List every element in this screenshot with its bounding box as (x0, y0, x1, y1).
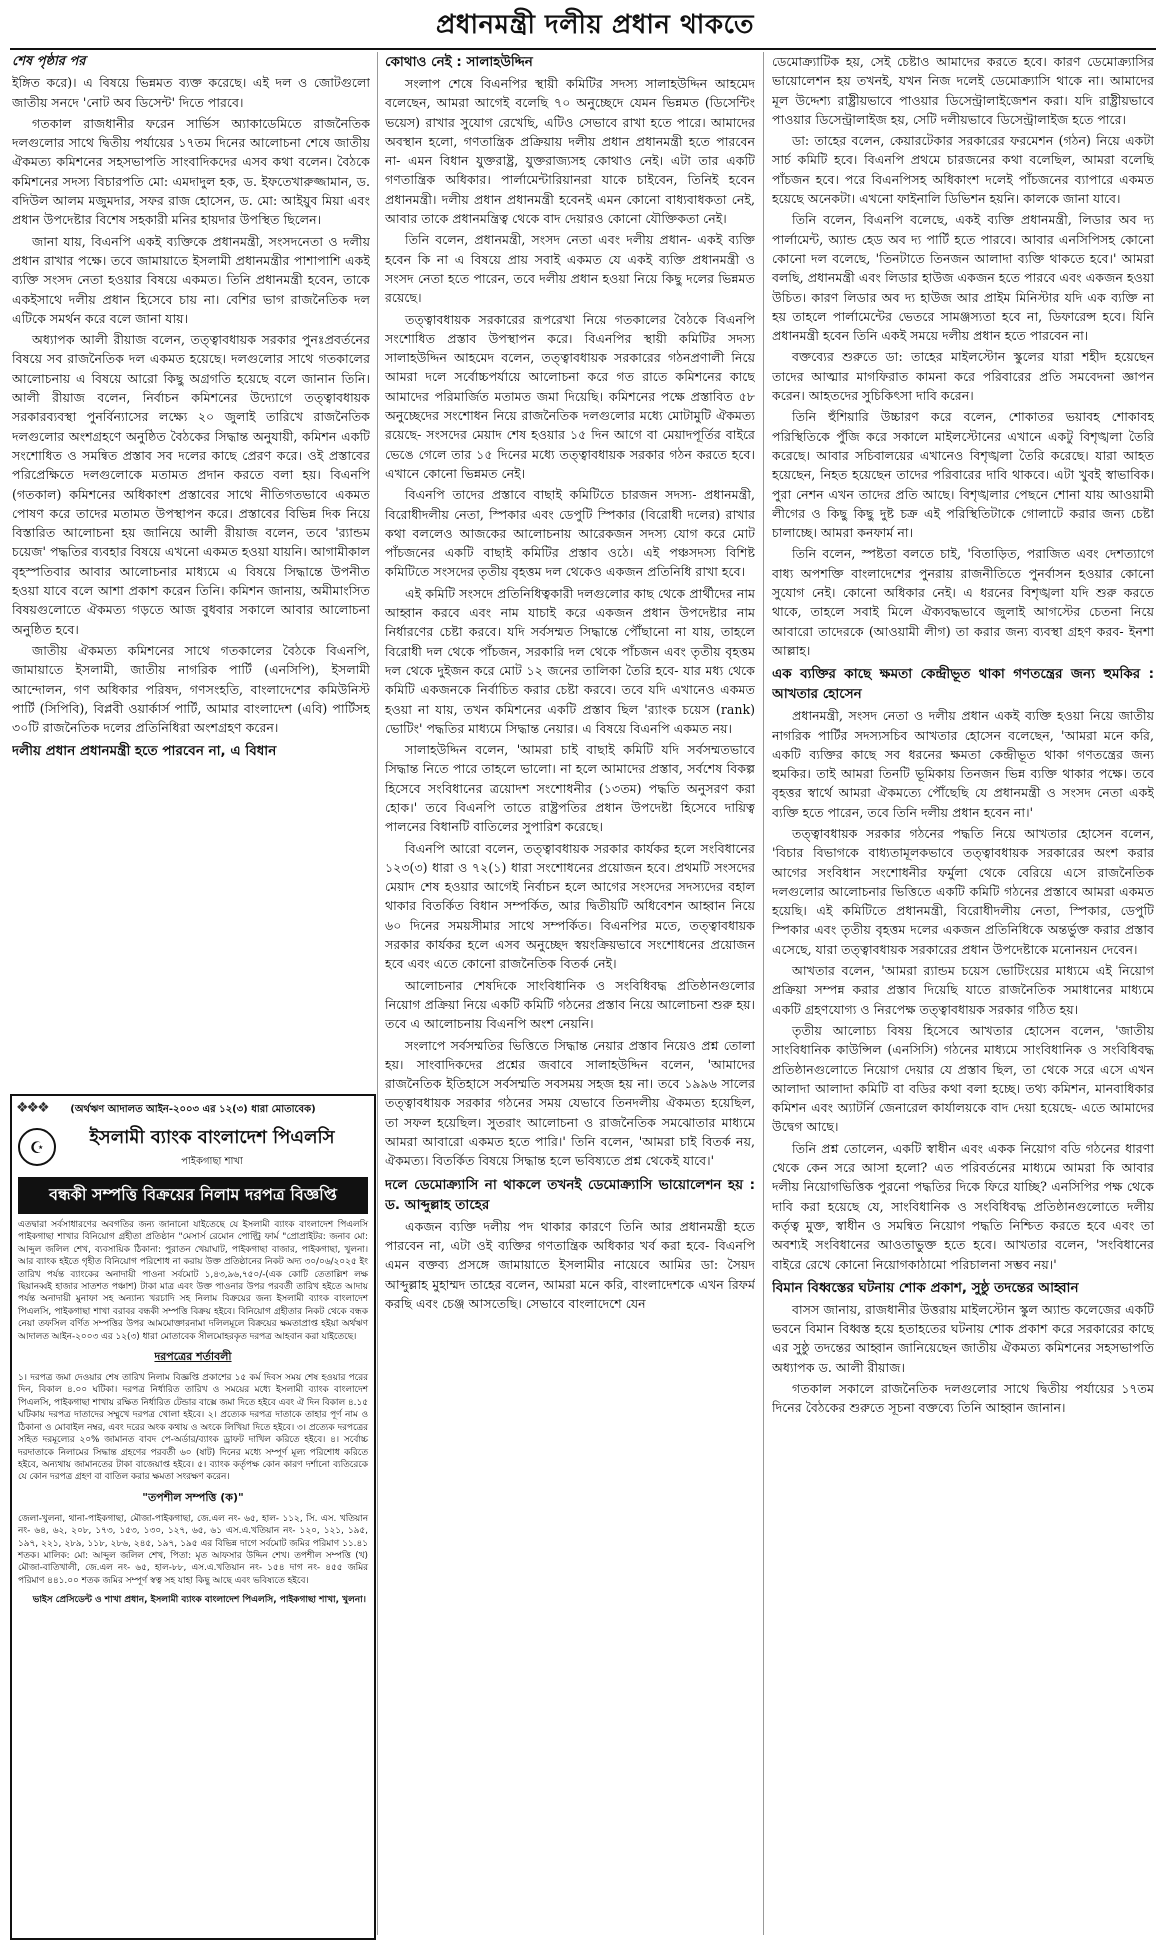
column-divider (377, 52, 378, 1935)
article-paragraph: তিনি বলেন, স্পষ্টতা বলতে চাই, 'বিতাড়িত, পরাজিত এবং দেশত্যাগে বাধ্য অপশক্তি বাংলাদেশের পুনরায় রাজনীতিতে পুনর্বাসন হওয়ার কোনো সুযোগ নেই। কোনো অধিকার নেই। এ ধরনের বিশৃঙ্খলা যদি শুরু করতে থাকে, তাহলে সবাই মিলে ঐক্যবদ্ধভাবে জুলাই আগস্টের চেতনা নিয়ে আবারো তাদেরকে (আওয়ামী লীগ) তা করার জন্য ব্যবস্থা গ্রহণ করব- ইনশা আল্লাহ। (772, 546, 1154, 658)
article-paragraph: সালাহউদ্দিন বলেন, 'আমরা চাই বাছাই কমিটি যদি সর্বসম্মতভাবে সিদ্ধান্ত নিতে পারে তাহলে ভালো। না হলে আমাদের প্রস্তাব, সর্বশেষ বিকল্প হিসেবে সংবিধানের ত্রয়োদশ সংশোধনীর (১৩তম) পদ্ধতি অনুসরণ করা হোক।' তবে বিএনপি তাতে রাষ্ট্রপতির প্রধান উপদেষ্টা হিসেবে দায়িত্ব পালনের বিধানটি বাতিলের সুপারিশ করেছে। (385, 742, 755, 835)
article-paragraph: তিনি হুঁশিয়ারি উচ্চারণ করে বলেন, শোকাতর ভয়াবহ শোকাবহ পরিস্থিতিকে পুঁজি করে সকালে মাইলস্টোনের এখানে একটু বিশৃঙ্খলা তৈরি করেছে। আবার সচিবালয়ের এখানেও বিশৃঙ্খলা তৈরি করেছে। যারা আহত হয়েছেন, নিহত হয়েছেন তাদের পরিবারের দাবি থাকবে। এটা খুবই স্বাভাবিক। পুরা নেশন এখন তাদের প্রতি আছে। বিশৃঙ্খলার পেছনে শোনা যায় আওয়ামী লীগের ও কিছু কিছু দুষ্ট চক্র এই পরিস্থিতিটাকে গোলাটে করার জন্য চেষ্টা চালাচ্ছে। আমরা কনফার্ম না। (772, 409, 1154, 541)
article-paragraph: বাসস জানায়, রাজধানীর উত্তরায় মাইলস্টোন স্কুল অ্যান্ড কলেজের একটি ভবনে বিমান বিধ্বস্ত হয়ে হতাহতের ঘটনায় শোক প্রকাশ করে সরকারের কাছে এর সুষ্ঠু তদন্তের আহ্বান জানিয়েছেন জাতীয় ঐকমত্য কমিশনের সহসভাপতি অধ্যাপক ড. আলী রীয়াজ। (772, 1301, 1154, 1375)
article-paragraph: জানা যায়, বিএনপি একই ব্যক্তিকে প্রধানমন্ত্রী, সংসদনেতা ও দলীয় প্রধান রাখার পক্ষে। তবে জামায়াতে ইসলামী প্রধানমন্ত্রীর পাশাপাশি একই ব্যক্তি সংসদ নেতা হওয়ার বিষয়ে একমত। তিনি প্রধানমন্ত্রী হবেন, তাকে একইসাথে দলীয় প্রধান হিসেবে চায় না। বেশির ভাগ রাজনৈতিক দল এটিকে সমর্থন করে বলে জানা যায়। (12, 233, 370, 326)
page-headline: প্রধানমন্ত্রী দলীয় প্রধান থাকতে (436, 10, 754, 40)
ad-title: বন্ধকী সম্পত্তি বিক্রয়ের নিলাম দরপত্র বিজ্ঞপ্তি (18, 1177, 368, 1214)
ad-header (12, 1119, 374, 1175)
article-paragraph: তিনি বলেন, প্রধানমন্ত্রী, সংসদ নেতা এবং দলীয় প্রধান- একই ব্যক্তি হবেন কি না এ বিষয়ে প্রায় সবাই একমত যে একই ব্যক্তি প্রধানমন্ত্রী ও সংসদ নেতা হতে পারেন, তবে দলীয় প্রধান হওয়া নিয়ে কিছু দলের ভিন্নমত রয়েছে। (385, 232, 755, 306)
article-paragraph: তত্ত্বাবধায়ক সরকার গঠনের পদ্ধতি নিয়ে আখতার হোসেন বলেন, 'বিচার বিভাগকে বাধ্যতামূলকভাবে তত্ত্বাবধায়ক সরকারের অংশ করার আগের সংবিধান সংশোধনীর ফর্মুলা থেকে বেরিয়ে এসে রাজনৈতিক দলগুলোর আলোচনার ভিত্তিতে একটি কমিটি গঠনের প্রস্তাবে আমরা একমত হয়েছি। এই কমিটিতে প্রধানমন্ত্রী, বিরোধীদলীয় নেতা, স্পিকার, ডেপুটি স্পিকার এবং তৃতীয় বৃহত্তম দলের একজন প্রতিনিধিকে অন্তর্ভুক্ত করার প্রস্তাব এসেছে, যারা তত্ত্বাবধায়ক সরকারের প্রধান উপদেষ্টাকে মনোনয়ন দেবেন। (772, 825, 1154, 957)
headline-box (395, 8, 795, 44)
article-paragraph: সংলাপ শেষে বিএনপির স্থায়ী কমিটির সদস্য সালাহউদ্দিন আহমেদ বলেছেন, আমরা আগেই বলেছি ৭০ অনুচ্ছেদে যেমন ভিন্নমত (ডিসেন্টিং ভয়েস) রাখার সুযোগ রেখেছি, এটিও সেভাবে রাখা হতে পারে। আমাদের অবস্থান হলো, গণতান্ত্রিক প্রক্রিয়ায় দলীয় প্রধান প্রধানমন্ত্রী হতে পারবেন না- এমন বিধান যুক্তরাষ্ট্র, যুক্তরাজ্যসহ কোথাও নেই। এটা তার একটি গণতান্ত্রিক অধিকার। পার্লামেন্টারিয়ানরা যাকে চাইবেন, তিনিই হবেন প্রধানমন্ত্রী। দলীয় প্রধান প্রধানমন্ত্রী হবেনই এমন কোনো বাধ্যবাধকতা নেই, আবার তাকে প্রধানমন্ত্রিত্ব থেকে বাদ দেয়ারও কোনো যৌক্তিকতা নেই। (385, 76, 755, 227)
article-paragraph: তিনি বলেন, বিএনপি বলেছে, একই ব্যক্তি প্রধানমন্ত্রী, লিডার অব দ্য পার্লামেন্ট, অ্যান্ড হেড অব দ্য পার্টি হতে পারবে। আবার এনসিপিসহ কোনো কোনো দল বলেছে, 'তিনটাতে তিনজন আলাদা ব্যক্তি থাকতে হবে।' আমরা বলছি, প্রধানমন্ত্রী এবং লিডার হাউজ একজন হতে পারবে এবং একজন হওয়া উচিত। কারণ লিডার অব দ্য হাউজ আর প্রাইম মিনিস্টার যদি এক ব্যক্তি না হয় তাহলে পার্লামেন্টের ভেতরে সামঞ্জস্যতা হবে না, ডিফারেন্স হবে। যিনি প্রধানমন্ত্রী হবেন তিনি একই সময়ে দলীয় প্রধান হতে পারবেন না। (772, 212, 1154, 344)
continuation-kicker: শেষ পৃষ্ঠার পর (12, 54, 86, 69)
ad-conditions: ১। দরপত্র জমা দেওয়ার শেষ তারিখ নিলাম বিজ্ঞপ্তি প্রকাশের ১৫ কর্ম দিবস সময় শেষ হওয়ার পরের দিন, বিকাল ৪.০০ ঘটিকা। দরপত্র নির্ধারিত তারিখ ও সময়ের মধ্যে ইসলামী ব্যাংক বাংলাদেশ পিএলসি, পাইকগাছা শাখায় রক্ষিত নির্ধারিত টেন্ডার বাক্সে জমা দিতে হইবে এবং ঐ দিন বিকাল ৪.১৫ ঘটিকায় দরপত্র দাতাদের সম্মুখে দরপত্র খোলা হইবে। ২। প্রত্যেক দরপত্র দাতাকে তাহার পূর্ণ নাম ও ঠিকানা ও মোবাইল নম্বর, এবং দরের অংক কথায় ও অংকে লিখিয়া দিতে হইবে। ৩। প্রত্যেক দরপত্রের সহিত দরমূল্যের ২০% জামানত বাবদ পে-অর্ডার/ব্যাংক ড্রাফট দাখিল করিতে হইবে। ৪। সর্বোচ্চ দরদাতাকে নিলামের সিদ্ধান্ত গ্রহণের পরবর্তী ৬০ (ষাট) দিনের মধ্যে সম্পূর্ণ মূল্য পরিশোধ করিতে হইবে, অন্যথায় জামানতের টাকা বাজেয়াপ্ত হইবে। ৫। ব্যাংক কর্তৃপক্ষ কোন কারণ দর্শানো ব্যতিরেকে যে কোন দরপত্র গ্রহণ বা বাতিল করার ক্ষমতা সংরক্ষণ করেন। (18, 1373, 368, 1483)
subheading: এক ব্যক্তির কাছে ক্ষমতা কেন্দ্রীভূত থাকা গণতন্ত্রের জন্য হুমকির : আখতার হোসেন (772, 666, 1154, 703)
article-paragraph: অধ্যাপক আলী রীয়াজ বলেন, তত্ত্বাবধায়ক সরকার পুনঃপ্রবর্তনের বিষয়ে সব রাজনৈতিক দল একমত হয়েছে। দলগুলোর সাথে গতকালের আলোচনায় এ বিষয়ে আরো কিছু অগ্রগতি হয়েছে বলে জানান তিনি। আলী রীয়াজ বলেন, নির্বাচন কমিশনের উদ্যোগে তত্ত্বাবধায়ক সরকারব্যবস্থা পুনর্বিন্যাসের লক্ষ্যে ২০ জুলাই তারিখে রাজনৈতিক দলগুলোর অংশগ্রহণে অনুষ্ঠিত বৈঠকের সিদ্ধান্ত অনুযায়ী, কমিশন একটি সংশোধিত ও সমন্বিত প্রস্তাব সব দলের কাছে প্রেরণ করে। ওই প্রস্তাবের পরিপ্রেক্ষিতে দলগুলোকে মতামত প্রদান করতে বলা হয়। বিএনপি (গতকাল) কমিশনের অধিকাংশ প্রস্তাবের সাথে নীতিগতভাবে একমত পোষণ করে তাদের মতামত উপস্থাপন করে। প্রস্তাবের বিভিন্ন দিক নিয়ে বিস্তারিত আলোচনা হয় জানিয়ে আলী রীয়াজ বলেন, তবে 'র‌্যান্ডম চয়েজ' পদ্ধতির ব্যবহার বিষয়ে এখনো একমত হওয়া যায়নি। আগামীকাল বৃহস্পতিবার আবার আলোচনার মাধ্যমে এ বিষয়ে সিদ্ধান্তে উপনীত হওয়া যাবে বলে আশা প্রকাশ করেন তিনি। কমিশন জানায়, অমীমাংসিত বিষয়গুলোতে ঐকমত্য গড়তে আজ বুধবার সকালে আবার আলোচনা অনুষ্ঠিত হবে। (12, 332, 370, 637)
article-paragraph: জাতীয় ঐকমত্য কমিশনের সাথে গতকালের বৈঠকে বিএনপি, জামায়াতে ইসলামী, জাতীয় নাগরিক পার্টি (এনসিপি), ইসলামী আন্দোলন, গণ অধিকার পরিষদ, গণসংহতি, বাংলাদেশের কমিউনিস্ট পার্টি (সিপিবি), বিপ্লবী ওয়ার্কার্স পার্টি, আমার বাংলাদেশ (এবি) পার্টিসহ ৩০টি রাজনৈতিক দলের প্রতিনিধিরা অংশগ্রহণ করেন। (12, 642, 370, 736)
article-paragraph: ইঙ্গিত করে)। এ বিষয়ে ভিন্নমত ব্যক্ত করেছে। এই দল ও জোটগুলো জাতীয় সনদে 'নোট অব ডিসেন্ট' দিতে পারবে। (12, 75, 370, 110)
bank-auction-notice (10, 1094, 376, 1940)
column-2 (385, 52, 755, 1937)
ad-bank-block (56, 1123, 368, 1171)
ad-schedule: জেলা-খুলনা, থানা-পাইকগাছা, মৌজা-পাইকগাছা, জে.এল নং- ৬৫, হাল- ১১২, সি. এস. খতিয়ান নং- ৬৪, ৬২, ২০৮, ১৭৩, ১৫৩, ১৩০, ১২৭, ৬৫, ৬১ এস.এ.খতিয়ান নং- ১২০, ১২১, ১৯৫, ১৯৭, ২২১, ২৮৯, ১১৮, ২৮৬, ২৪৫, ১৯৭, ১৯৫ এর বিভিন্ন দাগে সর্বমোট জমির পরিমাণ ১১.৪১ শতক। মালিক: মো: আব্দুল জলিল শেখ, পিতা: মৃত আফসার উদ্দিন শেখ। তপশীল সম্পত্তি (খ) মৌজা-বাতিখালী, জে.এল নং- ৬৫, হাল-৮৮, এস.এ.খতিয়ান নং- ১৫৪ দাগ নং- ৪৫৫ জমির পরিমাণ ৪৪১.০০ শতক জমির সম্পূর্ণ স্বত্ব সহ যাহা কিছু আছে এবং ভবিষ্যতে হইবে। (18, 1513, 368, 1586)
article-paragraph: এই কমিটি সংসদে প্রতিনিধিত্বকারী দলগুলোর কাছ থেকে প্রার্থীদের নাম আহ্বান করবে এবং নাম যাচাই করে একজন প্রধান উপদেষ্টার নাম নির্ধারণের চেষ্টা করবে। যদি সর্বসম্মত সিদ্ধান্তে পৌঁছানো না যায়, তাহলে বিরোধী দল থেকে পাঁচজন, সরকারি দল থেকে পাঁচজন এবং তৃতীয় বৃহত্তম দল থেকে দুইজন করে মোট ১২ জনের তালিকা তৈরি হবে- যার মধ্য থেকে কমিটি একজনকে নির্বাচিত করার চেষ্টা করবে। তবে যদি এখানেও একমত হওয়া না যায়, তখন কমিশনের একটি প্রস্তাব ছিল 'র‌্যাংক চয়েস (rank) ভোটিং' পদ্ধতির মাধ্যমে সিদ্ধান্ত নেয়ার। এ বিষয়ে বিএনপি একমত নয়। (385, 585, 755, 736)
subheading: দলে ডেমোক্র্যাসি না থাকলে তখনই ডেমোক্র্যাসি ভায়োলেশন হয় : ড. আব্দুল্লাহ তাহের (385, 1176, 755, 1213)
article-paragraph: তৃতীয় আলোচ্য বিষয় হিসেবে আখতার হোসেন বলেন, 'জাতীয় সাংবিধানিক কাউন্সিল (এনসিসি) গঠনের মাধ্যমে সাংবিধানিক ও সংবিধিবদ্ধ প্রতিষ্ঠানগুলোতে নিয়োগ দেয়ার যে প্রস্তাব ছিল, তা থেকে সরে এসে এখন আলাদা আলাদা কমিটি বা বডির কথা বলা হচ্ছে। তথ্য কমিশন, মানবাধিকার কমিশন এবং অ্যাটর্নি জেনারেল কার্যালয়কে বাদ দেয়া হয়েছে- এতে আমাদের উদ্বেগ আছে। (772, 1022, 1154, 1135)
subheading: দলীয় প্রধান প্রধানমন্ত্রী হতে পারবেন না, এ বিধান (12, 743, 277, 760)
article-paragraph: গতকাল রাজধানীর ফরেন সার্ভিস অ্যাকাডেমিতে রাজনৈতিক দলগুলোর সাথে দ্বিতীয় পর্যায়ের ১৭তম দিনের আলোচনা শেষে জাতীয় ঐকমত্য কমিশনের সহসভাপতি সাংবাদিকদের এসব কথা বলেন। বৈঠকে কমিশনের সদস্য বিচারপতি মো: এমদাদুল হক, ড. ইফতেখারুজ্জামান, ড. বদিউল আলম মজুমদার, সফর রাজ হোসেন, ড. মো: আইয়ুব মিয়া এবং প্রধান উপদেষ্টার বিশেষ সহকারী মনির হায়দার উপস্থিত ছিলেন। (12, 115, 370, 228)
article-paragraph: তত্ত্বাবধায়ক সরকারের রূপরেখা নিয়ে গতকালের বৈঠকে বিএনপি সংশোধিত প্রস্তাব উপস্থাপন করে। বিএনপির স্থায়ী কমিটির সদস্য সালাহউদ্দিন আহমেদ বলেন, তত্ত্বাবধায়ক সরকারের গঠনপ্রণালী নিয়ে আমরা দলে সর্বোচ্চপর্যায়ে আলোচনা করে গত রাতে কমিশনের কাছে আমাদের পরিমার্জিত মতামত জমা দিয়েছি। কমিশনের পক্ষে প্রস্তাবিত ৫৮ অনুচ্ছেদের সংশোধন নিয়ে রাজনৈতিক দলগুলোর মধ্যে মোটামুটি ঐকমত্য রয়েছে- সংসদের মেয়াদ শেষ হওয়ার ১৫ দিন আগে বা মেয়াদপূর্তির বাইরে ভেঙে গেলে তার ১৫ দিনের মধ্যে তত্ত্বাবধায়ক সরকার গঠন করতে হবে। এখানে কোনো ভিন্নমত নেই। (385, 311, 755, 481)
subheading: কোথাও নেই : সালাহউদ্দিন (385, 54, 533, 70)
article-paragraph: প্রধানমন্ত্রী, সংসদ নেতা ও দলীয় প্রধান একই ব্যক্তি হওয়া নিয়ে জাতীয় নাগরিক পার্টির সদস্যসচিব আখতার হোসেন বলেছেন, 'আমরা মনে করি, একটি ব্যক্তির কাছে সব ধরনের ক্ষমতা কেন্দ্রীভূত থাকা গণতন্ত্রের জন্য হুমকির। তাই আমরা তিনটি ভূমিকায় তিনজন ভিন্ন ব্যক্তি থাকার পক্ষে। তবে বৃহত্তর স্বার্থে আমরা ঐকমত্যে পৌঁছেছি যে প্রধানমন্ত্রী ও সংসদ নেতা একই ব্যক্তি হতে পারেন, তবে তিনি দলীয় প্রধান হবেন না।' (772, 708, 1154, 820)
ad-law-line: (অর্থঋণ আদালত আইন-২০০৩ এর ১২(৩) ধারা মোতাবেক) (70, 1104, 316, 1115)
article-paragraph: তিনি প্রশ্ন তোলেন, একটি স্বাধীন এবং একক নিয়োগ বডি গঠনের ধারণা থেকে কেন সরে আসা হলো? এত পরিবর্তনের মাধ্যমে আমরা কি আবার দলীয় নিয়োগভিত্তিক পুরনো পদ্ধতির দিকে ফিরে যাচ্ছি? এনসিপির পক্ষ থেকে দাবি করা হয়েছে যে, সাংবিধানিক ও সংবিধিবদ্ধ প্রতিষ্ঠানগুলোতে দলীয় কর্তৃত্ব মুক্ত, স্বাধীন ও সমন্বিত নিয়োগ পদ্ধতি নিশ্চিত করতে হবে এবং তা অবশ্যই সংবিধানের আওতাভুক্ত হতে হবে। আখতার বলেন, 'সংবিধানের বাইরে রেখে কোনো নিয়োগকাঠামো পরিচালনা সম্ভব নয়।' (772, 1140, 1154, 1272)
article-paragraph: একজন ব্যক্তি দলীয় পদ থাকার কারণে তিনি আর প্রধানমন্ত্রী হতে পারবেন না, এটা ওই ব্যক্তির গণতান্ত্রিক অধিকার খর্ব করা হবে- বিএনপি এমন বক্তব্য প্রসঙ্গে জামায়াতে ইসলামীর নায়েবে আমির ডা: সৈয়দ আব্দুল্লাহ মুহাম্মদ তাহের বলেন, আমরা মনে করি, বাংলাদেশকে এখন রিফর্ম করছি এবং চেঞ্জ আসতেছি। সেভাবে বাংলাদেশে যেন (385, 1218, 755, 1311)
ornament-icon: ❖❖❖ (16, 1100, 48, 1116)
ad-signature: ভাইস প্রেসিডেন্ট ও শাখা প্রধান, ইসলামী ব্যাংক বাংলাদেশ পিএলসি, পাইকগাছা শাখা, খুলনা। (32, 1595, 366, 1606)
headline-rule (10, 48, 1156, 50)
column-3 (772, 52, 1154, 1937)
bank-branch: পাইকগাছা শাখা (181, 1156, 243, 1167)
article-paragraph: গতকাল সকালে রাজনৈতিক দলগুলোর সাথে দ্বিতীয় পর্যায়ের ১৭তম দিনের বৈঠকের শুরুতে সূচনা বক্তব্যে তিনি আহ্বান জানান। (772, 1381, 1154, 1416)
ad-conditions-title: দরপত্রের শর্তাবলী (154, 1350, 232, 1364)
subheading: বিমান বিধ্বস্তের ঘটনায় শোক প্রকাশ, সুষ্ঠু তদন্তের আহ্বান (772, 1279, 1079, 1296)
article-paragraph: বিএনপি তাদের প্রস্তাবে বাছাই কমিটিতে চারজন সদস্য- প্রধানমন্ত্রী, বিরোধীদলীয় নেতা, স্পিকার এবং ডেপুটি স্পিকার (বিরোধী দলের) রাখার কথা বললেও আজকের আলোচনায় আরেকজন সদস্য যোগ করে মোট পাঁচজনের একটি বাছাই কমিটির প্রস্তাব ওঠে। এই পঞ্চসদস্য বিশিষ্ট কমিটিতে সংসদের তৃতীয় বৃহত্তম দল থেকেও একজন প্রতিনিধি রাখা হবে। (385, 487, 755, 580)
article-paragraph: বক্তব্যের শুরুতে ডা: তাহের মাইলস্টোন স্কুলের যারা শহীদ হয়েছেন তাদের আত্মার মাগফিরাত কামনা করে পরিবারের প্রতি সমবেদনা জ্ঞাপন করেন। আহতদের সুচিকিৎসা দাবি করেন। (772, 349, 1154, 404)
column-divider (763, 52, 764, 1935)
article-paragraph: সংলাপে সর্বসম্মতির ভিত্তিতে সিদ্ধান্ত নেয়ার প্রস্তাব নিয়েও প্রশ্ন তোলা হয়। সাংবাদিকদের প্রশ্নের জবাবে সালাহউদ্দিন বলেন, 'আমাদের রাজনৈতিক ইতিহাসে সর্বসম্মতি সবসময় সহজ হয় না। তবে ১৯৯৬ সালের তত্ত্বাবধায়ক সরকার গঠনের সময় যেভাবে তিনদলীয় ঐকমত্য হয়েছিল, তা সফল হয়েছিল। সুতরাং আলোচনা ও রাজনৈতিক সমঝোতার মাধ্যমে আমরা আবারো একমত হতে পারি।' তিনি বলেন, 'আমরা চাই বিতর্ক নয়, ঐকমত্য। বিতর্কিত বিষয়ে সিদ্ধান্ত হলে ভবিষ্যতে প্রশ্ন থেকেই যাবে।' (385, 1037, 755, 1169)
article-paragraph: ডা: তাহের বলেন, কেয়ারটেকার সরকারের ফরমেশন (গঠন) নিয়ে একটা সার্চ কমিটি হবে। বিএনপি প্রথমে চারজনের কথা বলেছিল, আমরা বলেছি পাঁচজন হবে। পরে বিএনপিসহ অধিকাংশ দলেই পাঁচজনের ব্যাপারে একমত হয়েছে অনেকটা। এখনো ফাইনালি ডিভিশন হয়নি। কালকে জানা যাবে। (772, 133, 1154, 207)
ad-schedule-title: "তপশীল সম্পত্তি (ক)" (142, 1490, 244, 1504)
ad-intro: এতদ্বারা সর্বসাধারণের অবগতির জন্য জানানো যাইতেছে যে ইসলামী ব্যাংক বাংলাদেশ পিএলসি পাইকগাছা শাখার বিনিয়োগ গ্রহীতা প্রতিষ্ঠান "মেসার্স রেমোন পোল্ট্রি ফার্ম "প্রোপ্রাইটর: জনাব মো: আব্দুল জলিল শেখ, ব্যবসায়িক ঠিকানা: পুরাতন খেয়াঘাট, পাইকগাছা বাজার, পাইকগাছা, খুলনা। আর ব্যাংক হইতে গৃহীত বিনিয়োগ পরিশোধ না করায় উক্ত প্রতিষ্ঠানের নিকট অদ্য ৩০/০৬/২০২৫ ইং তারিখ পর্যন্ত ব্যাংকের অনাদায়ী পাওনা সর্বমোট ১,৪৩,৯৬,৭৫০/-(এক কোটি তেতাল্লিশ লক্ষ ছিয়ানব্বই হাজার সাতশত পঞ্চাশ) টাকা মাত্র এবং উক্ত পাওনার উপর পরবর্তী তারিখ হইতে আদায় পর্যন্ত অনাদায়ী মুনাফা সহ অন্যান্য খরচাদি সহ নিলাম বিক্রয়ের জন্য ইসলামী ব্যাংক বাংলাদেশ পিএলসি, পাইকগাছা শাখা বরাবর বন্ধকী সম্পত্তি বিক্রয় হইবে। বিনিয়োগ গ্রহীতার নিকট থেকে বন্ধক নেয়া তফসিল বর্ণিত সম্পত্তির উপর আমমোক্তারনামা দলিলমূলে বিক্রয়ের ক্ষমতাপ্রাপ্ত হইয়া অর্থঋণ আদালত আইন-২০০৩ এর ১২(৩) ধারা মোতাবেক সীলমোহরকৃত দরপত্র আহবান করা যাইতেছে। (18, 1220, 368, 1342)
article-paragraph: আখতার বলেন, 'আমরা র‌্যান্ডম চয়েস ভোটিংয়ের মাধ্যমে এই নিয়োগ প্রক্রিয়া সম্পন্ন করার প্রস্তাব দিয়েছি যাতে রাজনৈতিক সমাধানের মাধ্যমে একটি গ্রহণযোগ্য ও নিরপেক্ষ তত্ত্বাবধায়ক সরকার গঠিত হয়। (772, 963, 1154, 1017)
article-paragraph: ডেমোক্র্যাটিক হয়, সেই চেষ্টাও আমাদের করতে হবে। কারণ ডেমোক্র্যাসির ভায়োলেশন হয় তখনই, যখন নিজ দলেই ডেমোক্র্যাসি থাকে না। আমাদের মূল উদ্দেশ্য রাষ্ট্রীয়ভাবে পাওয়ার ডিসেন্ট্রালাইজেশন করা। যদি রাষ্ট্রীয়ভাবে পাওয়ার ডিসেন্ট্রালাইজ হয়, সেটি দলীয়ভাবে ডিসেন্ট্রালাইজ হতে পারে। (772, 54, 1154, 127)
article-paragraph: বিএনপি আরো বলেন, তত্ত্বাবধায়ক সরকার কার্যকর হলে সংবিধানের ১২৩(৩) ধারা ও ৭২(১) ধারা সংশোধনের প্রয়োজন হবে। প্রথমটি সংসদের মেয়াদ শেষ হওয়ার আগেই নির্বাচন হলে আগের সংসদের সদস্যদের বহাল থাকার বিতর্কিত বিধান সম্পর্কিত, আর দ্বিতীয়টি অধিবেশন আহ্বান নিয়ে ৬০ দিনের সময়সীমার সাথে সম্পর্কিত। বিএনপির মতে, তত্ত্বাবধায়ক সরকার কার্যকর হলে এসব অনুচ্ছেদ স্বয়ংক্রিয়ভাবে সংশোধনের প্রয়োজন হবে এবং এতে কোনো রাজনৈতিক বিতর্ক নেই। (385, 840, 755, 972)
bank-name: ইসলামী ব্যাংক বাংলাদেশ পিএলসি (89, 1127, 335, 1148)
bank-logo-icon: ☪ (18, 1128, 56, 1166)
article-paragraph: আলোচনার শেষদিকে সাংবিধানিক ও সংবিধিবদ্ধ প্রতিষ্ঠানগুলোর নিয়োগ প্রক্রিয়া নিয়ে একটি কমিটি গঠনের প্রস্তাব নিয়ে আলোচনা শুরু হয়। তবে এ আলোচনায় বিএনপি অংশ নেয়নি। (385, 977, 755, 1032)
